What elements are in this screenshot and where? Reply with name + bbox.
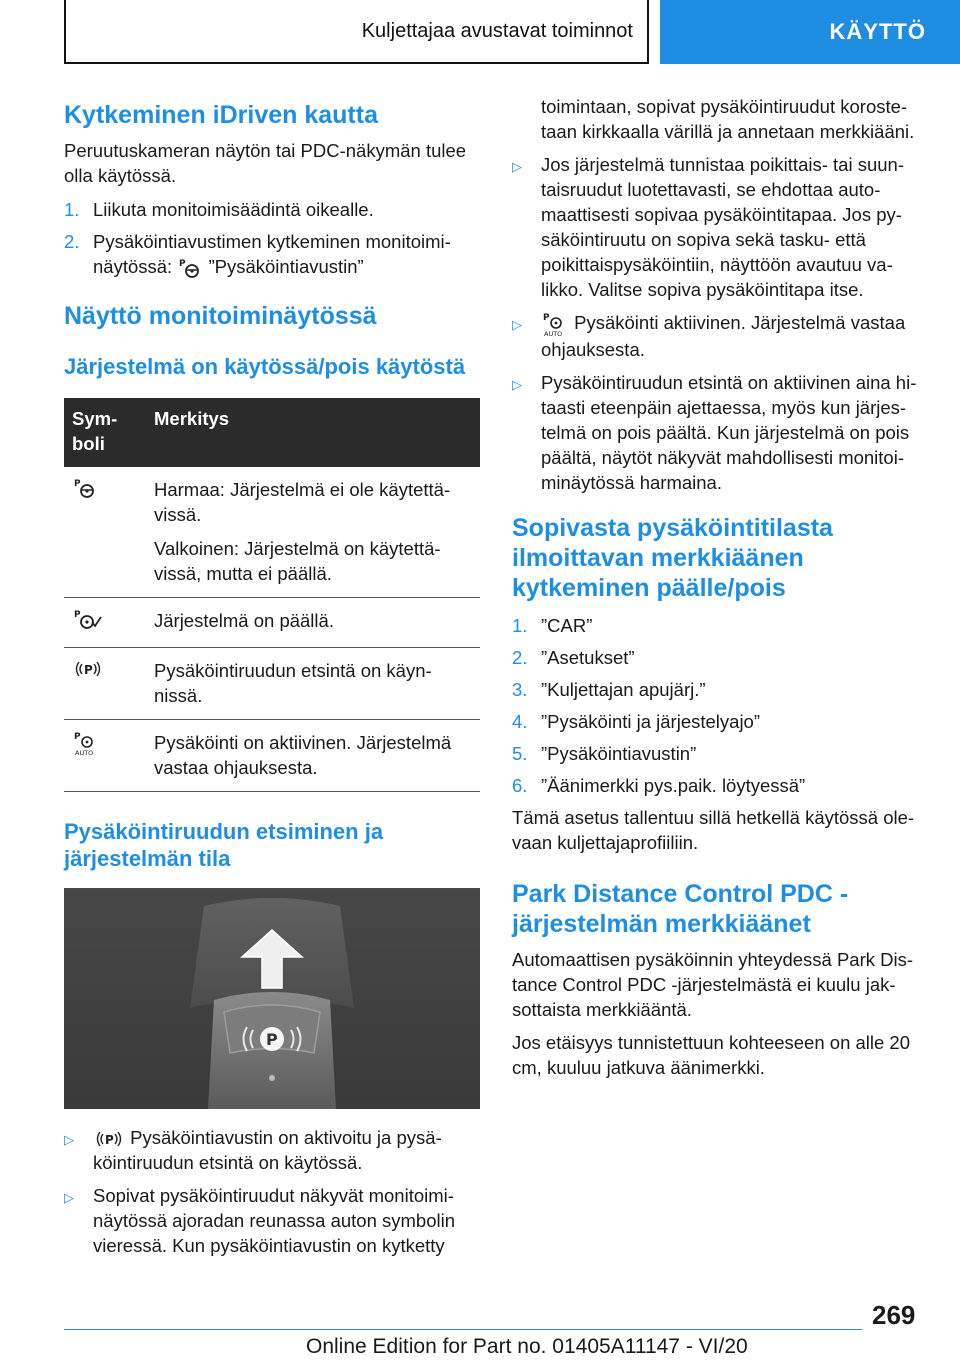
bullet-triangle-icon: ▷ bbox=[512, 317, 522, 332]
parking-steering-check-icon bbox=[72, 608, 102, 630]
bullet-text: Pysäköintiruudun etsintä on aktiivinen aina hitaasti eteenpäin ajettaessa, myös kun järjestelmä on pois päältä. Kun järjestelmä on pois päältä, näytöt näkyvät mahdollisesti monitoiminäytössä harmaina. bbox=[541, 372, 917, 494]
step-number: 2. bbox=[64, 231, 80, 252]
running-header-chapter bbox=[660, 0, 960, 64]
step-number: 1. bbox=[64, 199, 80, 220]
section-title: Kuljettajaa avustavat toiminnot bbox=[361, 19, 633, 42]
paragraph-pdc-1: Automaattisen pysäköinnin yhteydessä Park Distance Control PDC -järjestelmästä ei kuulu jaksottaista merkkiääntä. bbox=[512, 949, 914, 1021]
symbol-table bbox=[64, 398, 480, 792]
table-cell-text: Harmaa: Järjestelmä ei ole käytettävissä. bbox=[154, 479, 451, 526]
list-item bbox=[512, 645, 926, 670]
step-text bbox=[93, 229, 480, 279]
step-text: ”Pysäköinti ja järjestelyajo” bbox=[541, 711, 761, 733]
heading-display: Näyttö monitoiminäytössä bbox=[64, 302, 377, 331]
bullet-text: Jos järjestelmä tunnistaa poikittais- tai suuntaisruudut luotettavasti, se ehdottaa automaattisesti sopivaa pysäköintitapaa. Jos pysäköintiruutu on sopiva sekä tasku- että poikittaispysäköintiin, näyttöön avautuu valikko. Valitse sopiva pysäköintitapa itse. bbox=[541, 154, 904, 300]
table-row bbox=[64, 720, 480, 792]
footer-divider bbox=[64, 1329, 862, 1330]
table-header-row bbox=[64, 398, 480, 467]
table-row bbox=[64, 648, 480, 720]
step-text: ”Äänimerkki pys.paik. löytyessä” bbox=[541, 775, 806, 797]
list-item bbox=[512, 370, 926, 495]
step-text: ”CAR” bbox=[541, 615, 593, 637]
left-column bbox=[64, 100, 480, 1266]
parking-auto-icon bbox=[72, 730, 100, 756]
step-text: ”Pysäköintiavustin” bbox=[541, 743, 697, 765]
bullet-triangle-icon: ▷ bbox=[512, 377, 522, 393]
parking-auto-icon bbox=[541, 311, 569, 337]
page-number: 269 bbox=[872, 1300, 916, 1330]
list-item bbox=[64, 1125, 480, 1175]
list-item bbox=[64, 197, 480, 222]
step-number: 5. bbox=[512, 743, 528, 765]
step-text: ”Kuljettajan apujärj.” bbox=[541, 679, 706, 701]
chapter-title: KÄYTTÖ bbox=[829, 19, 926, 44]
list-item bbox=[512, 310, 926, 362]
step-number: 4. bbox=[512, 711, 528, 733]
step-number: 2. bbox=[512, 647, 528, 669]
step-text: ”Asetukset” bbox=[541, 647, 635, 669]
list-item bbox=[512, 741, 926, 766]
list-item bbox=[512, 709, 926, 734]
table-cell-text: Pysäköinti on aktiivinen. Järjestelmä vastaa ohjauksesta. bbox=[154, 732, 452, 779]
table-row bbox=[64, 467, 480, 598]
bullet-triangle-icon: ▷ bbox=[64, 1190, 74, 1206]
svg-text:AUTO: AUTO bbox=[544, 330, 563, 338]
step-number: 1. bbox=[512, 615, 528, 637]
table-cell-text: Valkoinen: Järjestelmä on käytettävissä, mutta ei päällä. bbox=[154, 538, 441, 585]
svg-text:P: P bbox=[105, 1133, 114, 1148]
parking-sensor-waves-icon bbox=[72, 658, 104, 680]
svg-text:P: P bbox=[74, 732, 81, 743]
idrive-steps bbox=[64, 197, 480, 279]
heading-search: Pysäköintiruudun etsiminen ja järjestelmän tila bbox=[64, 819, 384, 872]
right-bullets bbox=[512, 152, 926, 495]
list-item bbox=[512, 677, 926, 702]
paragraph-signal: Tämä asetus tallentuu sillä hetkellä käytössä olevaan kuljettajaprofiiliin. bbox=[512, 807, 915, 854]
list-item bbox=[512, 152, 926, 302]
bullet-text: Pysäköintiavustin on aktivoitu ja pysäköintiruudun etsintä on käytössä. bbox=[93, 1127, 442, 1174]
svg-text:P: P bbox=[74, 610, 81, 621]
svg-text:AUTO: AUTO bbox=[75, 749, 94, 757]
footer-edition: Online Edition for Part no. 01405A11147 - VI/20 bbox=[306, 1335, 748, 1358]
bullet-text: Pysäköinti aktiivinen. Järjestelmä vastaa ohjauksesta. bbox=[541, 312, 906, 361]
bullet-triangle-icon: ▷ bbox=[512, 159, 522, 174]
paragraph-idrive: Peruutuskameran näytön tai PDC-näkymän tulee olla käytössä. bbox=[64, 140, 467, 186]
parking-steering-icon bbox=[177, 257, 203, 279]
heading-idrive: Kytkeminen iDriven kautta bbox=[64, 101, 378, 129]
continued-bullet-text: toimintaan, sopivat pysäköintiruudut korostetaan kirkkaalla värillä ja annetaan merkkiääni. bbox=[541, 96, 915, 142]
step-text-before: Pysäköintiavustimen kytkeminen monitoiminäytössä: bbox=[93, 231, 451, 277]
list-item bbox=[64, 1183, 480, 1258]
bullet-triangle-icon: ▷ bbox=[64, 1132, 74, 1148]
parking-display-image bbox=[64, 888, 480, 1109]
paragraph-pdc-2: Jos etäisyys tunnistettuun kohteeseen on alle 20 cm, kuuluu jatkuva äänimerkki. bbox=[512, 1032, 911, 1079]
heading-signal: Sopivasta pysäköintitilasta ilmoittavan merkkiäänen kytkeminen päälle/pois bbox=[512, 514, 833, 603]
step-text: Liikuta monitoimisäädintä oikealle. bbox=[93, 199, 374, 220]
list-item bbox=[512, 773, 926, 798]
heading-status: Järjestelmä on käytössä/pois käytöstä bbox=[64, 354, 466, 380]
search-bullets bbox=[64, 1125, 480, 1258]
heading-pdc: Park Distance Control PDC -järjestelmän merkkiäänet bbox=[512, 880, 849, 939]
bullet-text: Sopivat pysäköintiruudut näkyvät monitoiminäytössä ajoradan reunassa auton symbolin vieressä. Kun pysäköintiavustin on kytketty bbox=[93, 1185, 456, 1257]
svg-text:P: P bbox=[74, 479, 81, 490]
svg-text:P: P bbox=[84, 663, 93, 678]
svg-text:P: P bbox=[266, 1030, 278, 1050]
running-header-section bbox=[64, 0, 649, 64]
column-header-meaning: Merkitys bbox=[146, 398, 480, 467]
signal-steps bbox=[512, 613, 926, 798]
step-number: 6. bbox=[512, 775, 528, 797]
parking-display-illustration bbox=[64, 888, 480, 1109]
svg-text:P: P bbox=[543, 313, 550, 324]
step-number: 3. bbox=[512, 679, 528, 701]
list-item bbox=[64, 229, 480, 279]
step-text-after: ”Pysäköintiavustin” bbox=[208, 256, 364, 277]
table-cell-text: Pysäköintiruudun etsintä on käynnissä. bbox=[154, 660, 432, 707]
list-item bbox=[512, 613, 926, 638]
table-cell-text: Järjestelmä on päällä. bbox=[154, 610, 334, 632]
parking-sensor-waves-icon bbox=[93, 1128, 125, 1150]
table-row bbox=[64, 598, 480, 648]
right-column bbox=[512, 94, 926, 1080]
column-header-symbol: Symboli bbox=[64, 398, 146, 467]
svg-text:P: P bbox=[179, 259, 186, 270]
parking-steering-icon bbox=[72, 477, 98, 499]
